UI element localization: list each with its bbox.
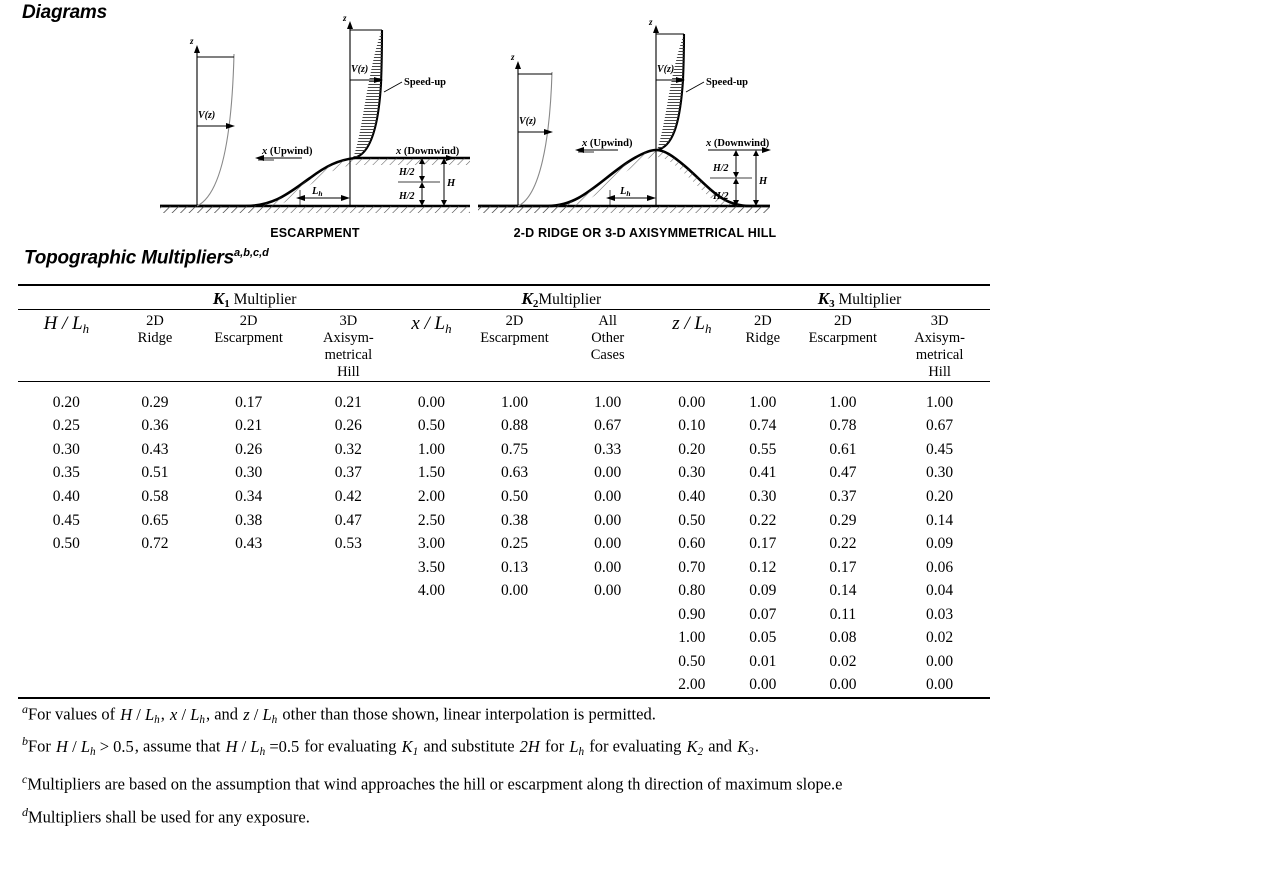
label-h-over-2-lower: H/2: [713, 191, 729, 202]
escarpment-drawing: [150, 14, 480, 224]
table-cell: 0.13: [500, 558, 529, 576]
table-cell: [195, 626, 302, 650]
table-cell: 0.02: [926, 629, 954, 647]
table-cell: 0.45: [52, 511, 80, 529]
table-cell: [115, 556, 196, 580]
table-cell: 0.20: [52, 393, 80, 411]
col-header-h-over-lh: H / $L_h$: [43, 313, 90, 336]
table-cell: 2.00: [678, 676, 706, 694]
table-cell: 0.65: [141, 511, 169, 529]
table-cell: 1.00: [417, 440, 445, 458]
table-cell: 0.60: [678, 535, 706, 553]
table-cell: 0.53: [334, 535, 362, 553]
footnote-b-t3: for evaluating: [300, 736, 401, 756]
figure-ridge-hill: [470, 14, 820, 242]
table-cell: 0.00: [926, 676, 954, 694]
table-cell: 3.50: [417, 558, 445, 576]
table-cell: [115, 579, 196, 603]
table-cell: 0.00: [678, 393, 706, 411]
table-cell: 0.00: [926, 652, 954, 670]
table-cell: 1.00: [678, 629, 706, 647]
table-cell: 1.00: [926, 393, 954, 411]
col-header-k3-3d-hill: 3D Axisym- metrical Hill: [914, 313, 965, 380]
table-cell: 0.43: [141, 440, 169, 458]
table-cell: 0.40: [52, 488, 80, 505]
label-z-right: z: [649, 17, 653, 27]
table-cell: [18, 556, 115, 580]
label-x-downwind: x (Downwind): [396, 146, 460, 157]
label-z-left: z: [511, 52, 515, 62]
table-cell: 0.29: [141, 393, 169, 411]
table-cell: 0.14: [926, 511, 954, 529]
table-body: [18, 391, 990, 698]
table-cell: 0.00: [594, 582, 622, 600]
table-cell: [18, 650, 115, 674]
table-cell: [18, 579, 115, 603]
table-row: [18, 579, 990, 603]
table-row: [18, 603, 990, 627]
table-cell: [302, 673, 395, 698]
table-cell: 0.17: [749, 535, 777, 553]
table-cell: 0.42: [334, 488, 362, 505]
label-x-downwind: x (Downwind): [706, 138, 770, 149]
figure-escarpment: [150, 14, 480, 242]
table-cell: 0.41: [749, 464, 777, 482]
escarpment-caption: ESCARPMENT: [270, 226, 360, 240]
table-cell: 0.00: [417, 393, 445, 411]
footnote-b-t4: and substitute: [419, 736, 519, 756]
col-header-k2-all-other-cases: All Other Cases: [590, 313, 625, 363]
footnote-b-m3: $K_1$: [401, 736, 419, 758]
table-cell: 0.88: [500, 417, 529, 435]
table-cell: 0.09: [749, 582, 777, 600]
table-cell: [395, 650, 469, 674]
table-cell: 0.67: [594, 417, 622, 435]
table-cell: 0.00: [594, 558, 622, 576]
table-cell: 0.47: [829, 464, 857, 482]
table-cell: 0.37: [829, 488, 857, 505]
table-cell: 0.22: [749, 511, 777, 529]
table-cell: 0.72: [141, 535, 169, 553]
table-cell: 0.50: [678, 511, 706, 529]
table-cell: 0.22: [829, 535, 857, 553]
topographic-multipliers-table: [18, 284, 990, 702]
table-cell: 0.04: [926, 582, 954, 600]
footnote-c: [22, 773, 1262, 793]
table-cell: 0.51: [141, 464, 169, 482]
col-header-x-over-lh: x / $L_h$: [411, 313, 452, 336]
label-velocity-left: V(z): [519, 116, 537, 127]
table-cell: 1.00: [829, 393, 857, 411]
group-header-k3: $K_3$ Multiplier: [817, 289, 902, 310]
table-cell: [468, 626, 561, 650]
ridge-hill-caption: 2-D RIDGE OR 3-D AXISYMMETRICAL HILL: [513, 226, 777, 240]
table-row: [18, 556, 990, 580]
footnote-a: [22, 702, 1262, 726]
group-header-k1: $K_1$ Multiplier: [212, 289, 297, 310]
table-row: [18, 414, 990, 438]
table-cell: 0.17: [235, 393, 263, 411]
table-cell: 0.30: [235, 464, 263, 482]
table-cell: [302, 650, 395, 674]
col-header-k2-2d-escarpment: 2D Escarpment: [480, 313, 549, 346]
table-cell: 0.36: [141, 417, 169, 435]
table-cell: 0.17: [829, 558, 857, 576]
table-cell: 1.00: [500, 393, 529, 411]
label-lh: Lh: [620, 186, 631, 198]
table-cell: 2.50: [417, 511, 445, 529]
label-speedup: Speed-up: [706, 77, 749, 88]
table-cell: 0.08: [829, 629, 857, 647]
table-cell: [468, 650, 561, 674]
table-cell: 0.06: [926, 558, 954, 576]
table-cell: 0.00: [500, 582, 529, 600]
footnote-c-mark: c: [22, 772, 28, 787]
table-cell: 0.30: [678, 464, 706, 482]
table-cell: 0.01: [749, 652, 777, 670]
table-cell: 0.50: [52, 535, 80, 553]
table-cell: 0.34: [235, 488, 263, 505]
table-cell: 0.63: [500, 464, 529, 482]
footnote-c-text: Multipliers are based on the assumption that wind approaches the hill or escarpment along th direction of maximum slope.e: [27, 774, 843, 794]
table-cell: [195, 556, 302, 580]
table-cell: 0.02: [829, 652, 857, 670]
multipliers-heading-text: Topographic Multipliers: [24, 247, 235, 269]
table-cell: 2.00: [417, 488, 445, 505]
footnote-b-t5: for: [540, 736, 569, 756]
table-cell: [395, 626, 469, 650]
table-cell: [115, 673, 196, 698]
label-lh: Lh: [312, 186, 323, 198]
table-row: [18, 391, 990, 415]
footnote-b-t2: , assume that: [134, 736, 225, 756]
footnote-b-m2: $H / L_h =0.5$: [225, 736, 300, 758]
col-header-k1-2d-ridge: 2D Ridge: [137, 313, 173, 346]
label-z-left: z: [190, 36, 194, 46]
table-cell: 0.33: [594, 440, 622, 458]
table-cell: 0.38: [235, 511, 263, 529]
table-cell: 4.00: [417, 582, 445, 600]
table-cell: 0.80: [678, 582, 706, 600]
footnote-d-text: Multipliers shall be used for any exposure.: [28, 807, 310, 827]
table-cell: 0.09: [926, 535, 954, 553]
table-cell: [195, 579, 302, 603]
table-cell: 0.10: [678, 417, 706, 435]
footnote-b-t7: and: [704, 736, 737, 756]
footnote-a-m3: z / $L_h$: [243, 704, 278, 726]
table-row: [18, 532, 990, 556]
table-cell: 1.50: [417, 464, 445, 482]
table-cell: 0.26: [235, 440, 263, 458]
table-cell: [18, 626, 115, 650]
label-x-upwind: x (Upwind): [582, 138, 633, 149]
label-h-total: H: [447, 178, 456, 189]
table-cell: [302, 603, 395, 627]
table-cell: 0.00: [594, 488, 622, 505]
table-cell: [302, 579, 395, 603]
group-header-k2: $K_2Multiplier$: [521, 289, 602, 310]
table-group-header-row: [18, 289, 990, 310]
table-bottom-rule: [18, 698, 990, 702]
label-h-total: H: [759, 176, 768, 187]
table-cell: 0.50: [417, 417, 445, 435]
table-cell: 0.58: [141, 488, 169, 505]
table-cell: 0.07: [749, 605, 777, 623]
label-h-over-2-lower: H/2: [399, 191, 415, 202]
table-cell: [395, 673, 469, 698]
footnote-b-m7: $K_3$: [737, 736, 754, 758]
table-cell: 0.35: [52, 464, 80, 482]
multipliers-table-element: [18, 284, 990, 702]
footnote-b-m6: $K_2$: [686, 736, 704, 758]
col-header-z-over-lh: z / $L_h$: [672, 313, 712, 336]
label-h-over-2-upper: H/2: [713, 163, 729, 174]
footnote-b-m5: $L_h$: [569, 736, 585, 758]
table-cell: [302, 556, 395, 580]
table-cell: [395, 603, 469, 627]
table-cell: 0.25: [500, 535, 529, 553]
footnotes-block: [22, 703, 1262, 835]
table-cell: 0.26: [334, 417, 362, 435]
table-cell: 1.00: [594, 393, 622, 411]
col-header-k1-3d-hill: 3D Axisym- metrical Hill: [322, 313, 374, 380]
table-cell: [115, 626, 196, 650]
table-cell: [468, 673, 561, 698]
col-header-k3-2d-escarpment: 2D Escarpment: [808, 313, 878, 346]
table-cell: 0.12: [749, 558, 777, 576]
footnote-a-t2: ,: [160, 704, 170, 724]
table-cell: 0.21: [334, 393, 362, 411]
table-cell: [18, 603, 115, 627]
table-cell: [195, 673, 302, 698]
label-velocity-left: V(z): [198, 110, 216, 121]
label-speedup: Speed-up: [404, 77, 447, 88]
footnote-b-m4: 2H: [519, 736, 540, 756]
table-cell: 0.30: [749, 488, 777, 505]
table-cell: 0.37: [334, 464, 362, 482]
table-cell: [115, 650, 196, 674]
table-cell: [561, 603, 655, 627]
diagrams-area: [0, 14, 1280, 242]
table-cell: 0.70: [678, 558, 706, 576]
footnote-d: [22, 806, 1262, 826]
table-cell: 0.05: [749, 629, 777, 647]
col-header-k1-2d-escarpment: 2D Escarpment: [214, 313, 283, 346]
table-cell: [195, 603, 302, 627]
table-cell: 0.11: [829, 605, 857, 623]
table-cell: 0.25: [52, 417, 80, 435]
table-cell: 0.30: [926, 464, 954, 482]
footnote-a-mark: a: [22, 702, 28, 716]
footnote-a-t4: other than those shown, linear interpolation is permitted.: [278, 704, 656, 724]
table-cell: 0.03: [926, 605, 954, 623]
table-cell: 0.00: [594, 535, 622, 553]
footnote-b-mark: b: [22, 734, 28, 748]
table-row: [18, 673, 990, 698]
page-title-multipliers: [24, 247, 269, 269]
table-cell: 3.00: [417, 535, 445, 553]
table-cell: 0.74: [749, 417, 777, 435]
footnote-b-t6: for evaluating: [585, 736, 686, 756]
multipliers-footnote-marks: a,b,c,d: [234, 247, 269, 259]
col-header-k3-2d-ridge: 2D Ridge: [745, 313, 781, 346]
table-cell: [468, 603, 561, 627]
table-cell: 0.50: [500, 488, 529, 505]
footnote-b: [22, 732, 1262, 759]
label-z-right: z: [343, 14, 347, 23]
table-cell: 0.45: [926, 440, 954, 458]
table-cell: 0.90: [678, 605, 706, 623]
footnote-a-m2: x / $L_h$: [170, 704, 205, 726]
table-cell: 0.55: [749, 440, 777, 458]
footnote-a-t3: , and: [205, 704, 243, 724]
table-cell: 0.50: [678, 652, 706, 670]
footnote-b-m1: $H / L_h > 0.5$: [56, 736, 134, 758]
table-cell: 0.00: [594, 511, 622, 529]
table-cell: 0.20: [926, 488, 954, 505]
table-row: [18, 626, 990, 650]
table-cell: 0.29: [829, 511, 857, 529]
table-row: [18, 438, 990, 462]
table-cell: [18, 673, 115, 698]
table-cell: 0.14: [829, 582, 857, 600]
footnote-a-m1: H / $L_h$: [120, 704, 160, 726]
table-cell: 0.43: [235, 535, 263, 553]
table-cell: 0.21: [235, 417, 263, 435]
table-cell: 0.47: [334, 511, 362, 529]
table-row: [18, 461, 990, 485]
table-cell: [561, 673, 655, 698]
label-velocity-right: V(z): [657, 64, 675, 75]
table-cell: 0.78: [829, 417, 857, 435]
table-cell: 0.00: [594, 464, 622, 482]
diagrams-heading-text: Diagrams: [22, 2, 107, 23]
footnote-b-t8: .: [754, 736, 759, 756]
table-cell: 0.00: [829, 676, 857, 694]
table-cell: 0.32: [334, 440, 362, 458]
table-cell: [561, 626, 655, 650]
label-x-upwind: x (Upwind): [262, 146, 313, 157]
footnote-a-t1: For values of: [28, 704, 120, 724]
label-h-over-2-upper: H/2: [399, 167, 415, 178]
footnote-d-mark: d: [22, 805, 28, 820]
table-cell: [561, 650, 655, 674]
table-cell: [115, 603, 196, 627]
table-cell: 0.20: [678, 440, 706, 458]
ridge-hill-drawing: [470, 14, 820, 224]
table-row: [18, 485, 990, 509]
table-cell: 0.00: [749, 676, 777, 694]
table-cell: 0.40: [678, 488, 706, 505]
table-cell: 0.67: [926, 417, 954, 435]
table-cell: 0.38: [500, 511, 529, 529]
table-cell: 0.75: [500, 440, 529, 458]
table-row: [18, 650, 990, 674]
table-cell: 0.61: [829, 440, 857, 458]
table-cell: [302, 626, 395, 650]
table-column-header-row: [18, 313, 990, 381]
table-cell: 1.00: [749, 393, 777, 411]
table-row: [18, 509, 990, 533]
table-cell: 0.30: [52, 440, 80, 458]
label-velocity-right: V(z): [351, 64, 369, 75]
footnote-b-t1: For: [28, 736, 56, 756]
table-cell: [195, 650, 302, 674]
